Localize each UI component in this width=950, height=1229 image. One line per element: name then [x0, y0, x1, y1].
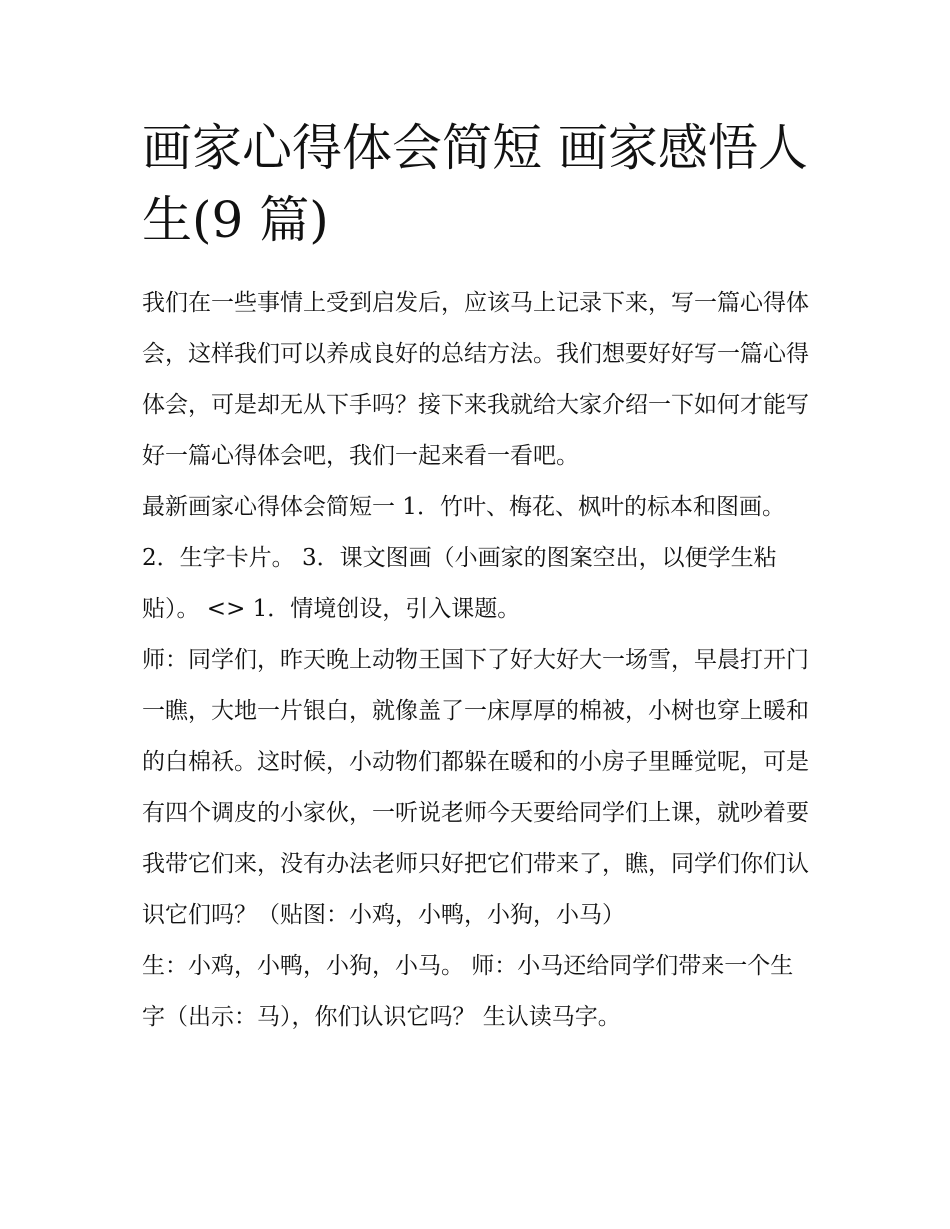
materials-paragraph: 最新画家心得体会简短一 1．竹叶、梅花、枫叶的标本和图画。 2．生字卡片。 3．课文图画（小画家的图案空出，以便学生粘贴）。 <> 1．情境创设，引入课题。	[142, 494, 785, 622]
teacher-dialogue-paragraph: 师：同学们，昨天晚上动物王国下了好大好大一场雪，早晨打开门一瞧，大地一片银白，就像盖了一床厚厚的棉被，小树也穿上暖和的白棉袄。这时候，小动物们都躲在暖和的小房子里睡觉呢，可是有四个调皮的小家伙，一听说老师今天要给同学们上课，就吵着要我带它们来，没有办法老师只好把它们带来了，瞧，同学们你们认识它们吗？（贴图：小鸡，小鸭，小狗，小马）	[142, 647, 809, 928]
intro-paragraph: 我们在一些事情上受到启发后，应该马上记录下来，写一篇心得体会，这样我们可以养成良好的总结方法。我们想要好好写一篇心得体会，可是却无从下手吗？接下来我就给大家介绍一下如何才能写好一篇心得体会吧，我们一起来看一看吧。	[142, 290, 809, 469]
document-content	[142, 112, 814, 1043]
document-title: 画家心得体会简短 画家感悟人生(9 篇)	[142, 119, 808, 249]
student-dialogue-paragraph: 生：小鸡，小鸭，小狗，小马。 师：小马还给同学们带来一个生字（出示：马），你们认识它吗？ 生认读马字。	[142, 953, 794, 1030]
